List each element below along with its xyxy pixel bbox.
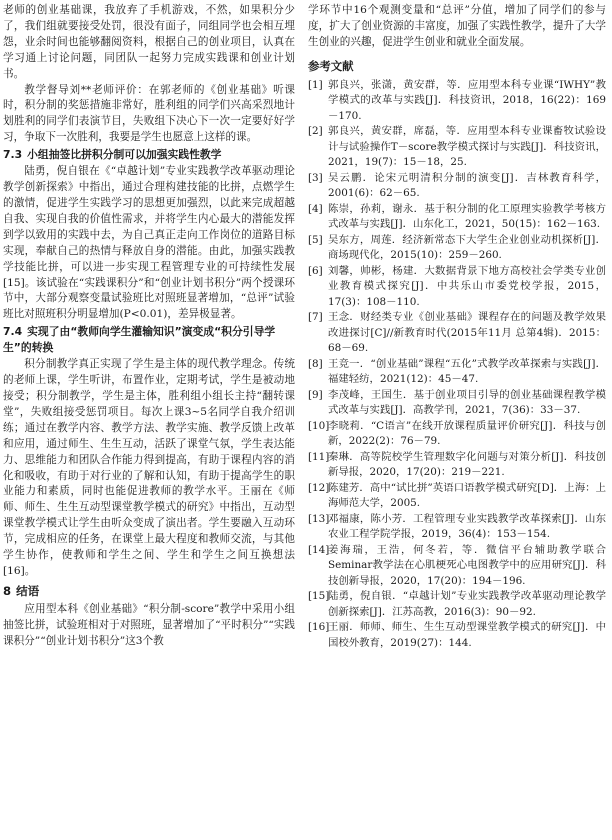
reference-item — [308, 357, 606, 388]
body-paragraph: 陆勇，倪自银在《“卓越计划”专业实践教学改革驱动理论教学创新探索》中指出，通过合理构建技能的比拼，点燃学生的激情，促进学生实践学习的思想更加强烈，以此来完成超越自我、实现自我的价值性需求，并将学生内心最大的潜能发挥到学以致用的实践中去，为自己真正走向工作岗位的道路目标实现，奉献自己的热情与释放自身的潜能。由此，加强实践教学技能比拼，可以进一步实现工程管理专业的可持续性发展[15]。该试验在“实践课积分”和“创业计划书积分”两个授课环节中，大部分观察变量试验班比对照班显著增加，“总评”试验班比对照班积分明显增加(P<0.01)，差异极显著。 — [3, 165, 295, 321]
reference-number: [2] — [308, 125, 323, 138]
body-paragraph: 教学督导刘**老师评价：在郭老师的《创业基础》听课时，积分制的奖惩措施非常好，胜利组的同学们兴高采烈地计划胜利的同学们表演节目，失败组下决心下一次一定要好好学习，争取下一次胜利，我要是学生也愿意上这样的课。 — [3, 83, 295, 144]
reference-number: [4] — [308, 202, 323, 215]
reference-item — [308, 512, 606, 543]
reference-text: 王丽．师师、师生、生生互动型课堂教学模式的研究[J]．中国校外教育，2019(27)：144. — [328, 621, 606, 649]
reference-text: 陈建芳．高中“试比拼”英语口语教学模式研究[D]．上海：上海师范大学，2005. — [328, 481, 606, 510]
reference-item — [308, 419, 606, 450]
reference-item — [308, 388, 606, 419]
reference-text: 郭良兴，黄安群，席磊，等．应用型本科专业课畜牧试验设计与试验操作T－score教学模式探讨与实践[J]．科技资讯，2021，19(7)：15－18，25. — [328, 125, 606, 169]
reference-item — [308, 481, 606, 512]
reference-number: [9] — [308, 388, 323, 401]
reference-number: [10] — [308, 419, 330, 432]
reference-text: 陈崇，孙莉，谢永．基于积分制的化工原理实验教学考核方式改革与实践[J]．山东化工，2021，50(15)：162－163. — [328, 202, 606, 231]
reference-item — [308, 589, 606, 620]
reference-number: [11] — [308, 450, 330, 463]
reference-list — [308, 78, 606, 652]
reference-text: 吴东方，周莲．经济新常态下大学生企业创业动机探析[J]．商场现代化，2015(10)：259－260. — [328, 233, 606, 262]
reference-text: 姜海瑞，王浩，何冬若，等．微信平台辅助教学联合Seminar教学法在心肌梗死心电图教学中的应用研究[J]．科技创新导报，2020，17(20)：194－196. — [328, 543, 606, 587]
reference-item — [308, 124, 606, 171]
reference-number: [7] — [308, 311, 323, 324]
section-title: 小组抽签比拼积分制可以加强实践性教学 — [27, 148, 222, 162]
reference-number: [13] — [308, 512, 330, 525]
reference-number: [16] — [308, 621, 330, 634]
reference-number: [3] — [308, 171, 323, 184]
reference-item — [308, 543, 606, 590]
reference-text: 陆勇，倪自银．“卓越计划”专业实践教学改革驱动理论教学创新探索[J]．江苏高教，2016(3)：90－92. — [328, 590, 606, 618]
reference-item — [308, 171, 606, 202]
reference-text: 吴云鹏．论宋元明清积分制的演变[J]．吉林教育科学，2001(6)：62－65. — [328, 171, 606, 200]
reference-number: [5] — [308, 233, 323, 246]
body-paragraph: 老师的创业基础课，我放弃了手机游戏，不然，如果积分少了，我们组就要接受处罚，很没有面子，同组同学也会相互埋怨，业余时间也能够翻阅资料，根据自己的创业项目，认真在学习通上讨论问题，同团队一起努力完成实践课和创业计划书。 — [3, 4, 295, 80]
section-title: 实现了由“教师向学生灌输知识”演变成“积分引导学生”的转换 — [3, 325, 276, 355]
reference-text: 李茂峰，王国生．基于创业项目引导的创业基础课程教学模式改革与实践[J]．高教学刊，2021，7(36)：33－37. — [328, 388, 606, 417]
section-number: 7.4 — [3, 325, 23, 339]
reference-number: [12] — [308, 481, 330, 494]
reference-item — [308, 233, 606, 264]
section-number: 8 — [3, 583, 12, 598]
reference-text: 秦琳．高等院校学生管理数字化问题与对策分析[J]．科技创新导报，2020，17(20)：219－221. — [328, 450, 606, 479]
reference-item — [308, 78, 606, 125]
body-paragraph: 积分制教学真正实现了学生是主体的现代教学理念。传统的老师上课，学生听讲，布置作业，定期考试，学生是被动地接受；积分制教学，学生是主体，胜利组小组长主持“翻转课堂”，失败组接受惩罚项目。每次上课3~5名同学自我介绍训练；通过在教学内容、教学方法、教学实施、教学反馈上改革和应用，通过师生、生生互动，活跃了课堂气氛，学生表达能力、思维能力和团队合作能力得到提高，有助于课程内容的消化和吸收，有助于对行业的了解和认知，有助于提高学生的职业能力和素质，同时也能促进教师的教学水平。王丽在《师师、师生、生生互动型课堂教学模式的研究》中指出，互动型课堂教学模式让学生由听众变成了演出者。学生要融入互动环节，完成相应的任务，在课堂上最大程度和教师交流，与其他学生协作，使教师和学生之间、学生和学生之间互换想法[16]。 — [3, 358, 295, 577]
section-heading-8 — [3, 582, 295, 600]
reference-item — [308, 264, 606, 311]
reference-number: [8] — [308, 357, 323, 370]
reference-text: 郭良兴，张潇，黄安群，等．应用型本科专业课“IWHY”教学模式的改革与实践[J]．科技资讯，2018，16(22)：169－170. — [328, 78, 606, 122]
section-heading-7-4 — [3, 324, 295, 356]
section-number: 7.3 — [3, 148, 23, 162]
reference-number: [1] — [308, 78, 323, 91]
right-column — [308, 3, 606, 651]
reference-number: [15] — [308, 590, 330, 603]
reference-text: 王念．财经类专业《创业基础》课程存在的问题及教学效果改进探讨[C]//新教育时代(2015年11月 总第4辑)．2015：68－69. — [328, 311, 606, 355]
body-paragraph: 学环节中16个观测变量和“总评”分值，增加了同学们的参与度，扩大了创业资源的丰富度，加强了实践性教学，提升了大学生创业的兴趣，促进学生创业和就业全面发展。 — [308, 4, 606, 48]
reference-text: 刘馨，帅彬，杨建．大数据背景下地方高校社会学类专业创业教育模式探究[J]．中共乐山市委党校学报，2015，17(3)：108－110. — [328, 264, 606, 308]
reference-number: [14] — [308, 543, 330, 556]
reference-item — [308, 310, 606, 357]
body-paragraph: 应用型本科《创业基础》“积分制-score”教学中采用小组抽签比拼，试验班相对于对照班，显著增加了“平时积分”“实践课积分”“创业计划书积分”这3个教 — [3, 602, 295, 647]
reference-item — [308, 620, 606, 651]
left-column — [3, 3, 295, 650]
section-title: 结语 — [16, 583, 40, 598]
reference-item — [308, 450, 606, 481]
reference-text: 王竞一．“创业基础”课程“五化”式教学改革探索与实践[J]．福建轻纺，2021(12)：45－47. — [328, 357, 606, 386]
reference-text: 邓福康，陈小芳．工程管理专业实践教学改革探索[J]．山东农业工程学院学报，2019，36(4)：153－154. — [328, 512, 606, 541]
references-heading: 参考文献 — [308, 58, 354, 73]
reference-item — [308, 202, 606, 233]
reference-number: [6] — [308, 264, 323, 277]
reference-text: 李晓莉．“C语言”在线开放课程质量评价研究[J]．科技与创新，2022(2)：76－79. — [328, 419, 606, 448]
section-heading-7-3 — [3, 147, 295, 163]
